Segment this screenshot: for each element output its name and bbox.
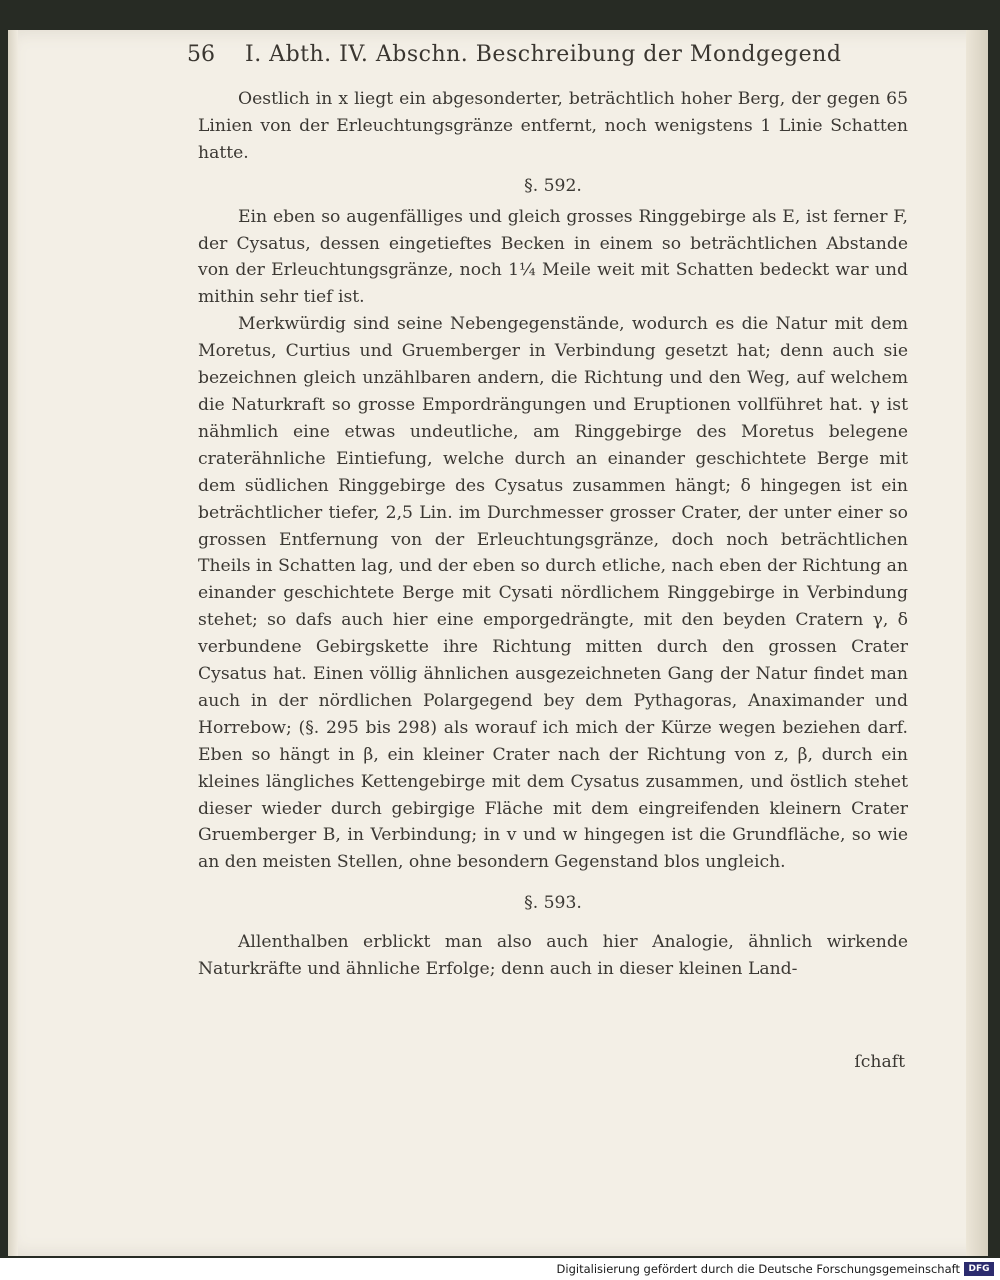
section-heading-592: §. 592. — [524, 175, 582, 196]
page-edge-shadow — [966, 30, 988, 1256]
page-header — [187, 42, 887, 76]
section-heading-593: §. 593. — [524, 893, 582, 914]
running-title: I. Abth. IV. Abschn. Beschreibung der Mondgegend — [245, 42, 842, 67]
paragraph-1: Oestlich in x liegt ein abgesonderter, beträchtlich hoher Berg, der gegen 65 Linien von der Erleuchtungsgränze entfernt, noch wenigstens 1 Linie Schatten hatte. — [198, 89, 908, 163]
page-number: 56 — [187, 42, 215, 67]
digitization-footer — [0, 1258, 1000, 1280]
funding-credit: Digitalisierung gefördert durch die Deutsche Forschungsgemeinschaft — [556, 1262, 960, 1276]
dfg-logo: DFG — [964, 1262, 994, 1276]
paragraph-4: Allenthalben erblickt man also auch hier Analogie, ähnlich wirkende Naturkräfte und ähnliche Erfolge; denn auch in dieser kleinen Land- — [198, 932, 908, 980]
page-spine-shadow — [8, 30, 18, 1256]
page-body — [198, 86, 908, 983]
paragraph-3: Merkwürdig sind seine Nebengegenstände, wodurch es die Natur mit dem Moretus, Curtius und Gruemberger in Verbindung gesetzt hat; denn auch sie bezeichnen gleich unzählbaren andern, die Richtung und den Weg, auf welchem die Naturkraft so grosse Empordrängungen und Eruptionen vollführet hat. γ ist nähmlich eine etwas undeutliche, am Ringgebirge des Moretus belegene craterähnliche Eintiefung, welche durch an einander geschichtete Berge mit dem südlichen Ringgebirge des Cysatus zusammen hängt; δ hingegen ist ein beträchtlicher tiefer, 2,5 Lin. im Durchmesser grosser Crater, der unter einer so grossen Entfernung von der Erleuchtungsgränze, doch noch beträchtlichen Theils in Schatten lag, und der eben so durch etliche, nach eben der Richtung an einander geschichtete Berge mit Cysati nördlichem Ringgebirge in Verbindung stehet; so dafs auch hier eine emporgedrängte, mit den beyden Cratern γ, δ verbundene Gebirgskette ihre Richtung mitten durch den grossen Crater Cysatus hat. Einen völlig ähnlichen ausgezeichneten Gang der Natur findet man auch in der nördlichen Polargegend bey dem Pythagoras, Anaximander und Horrebow; (§. 295 bis 298) als worauf ich mich der Kürze wegen beziehen darf. Eben so hängt in β, ein kleiner Crater nach der Richtung von z, β, durch ein kleines längliches Kettengebirge mit dem Cysatus zusammen, und östlich stehet dieser wieder durch gebirgige Fläche mit dem eingreifenden kleinern Crater Gruemberger B, in Verbindung; in v und w hingegen ist die Grundfläche, so wie an den meisten Stellen, ohne besondern Gegenstand blos ungleich. — [198, 314, 908, 873]
catchword: ſchaft — [854, 1052, 905, 1072]
paragraph-2: Ein eben so augenfälliges und gleich grosses Ringgebirge als E, ist ferner F, der Cysatus, dessen eingetieftes Becken in einem so beträchtlichen Abstande von der Erleuchtungsgränze, noch 1¼ Meile weit mit Schatten bedeckt war und mithin sehr tief ist. — [198, 206, 908, 308]
